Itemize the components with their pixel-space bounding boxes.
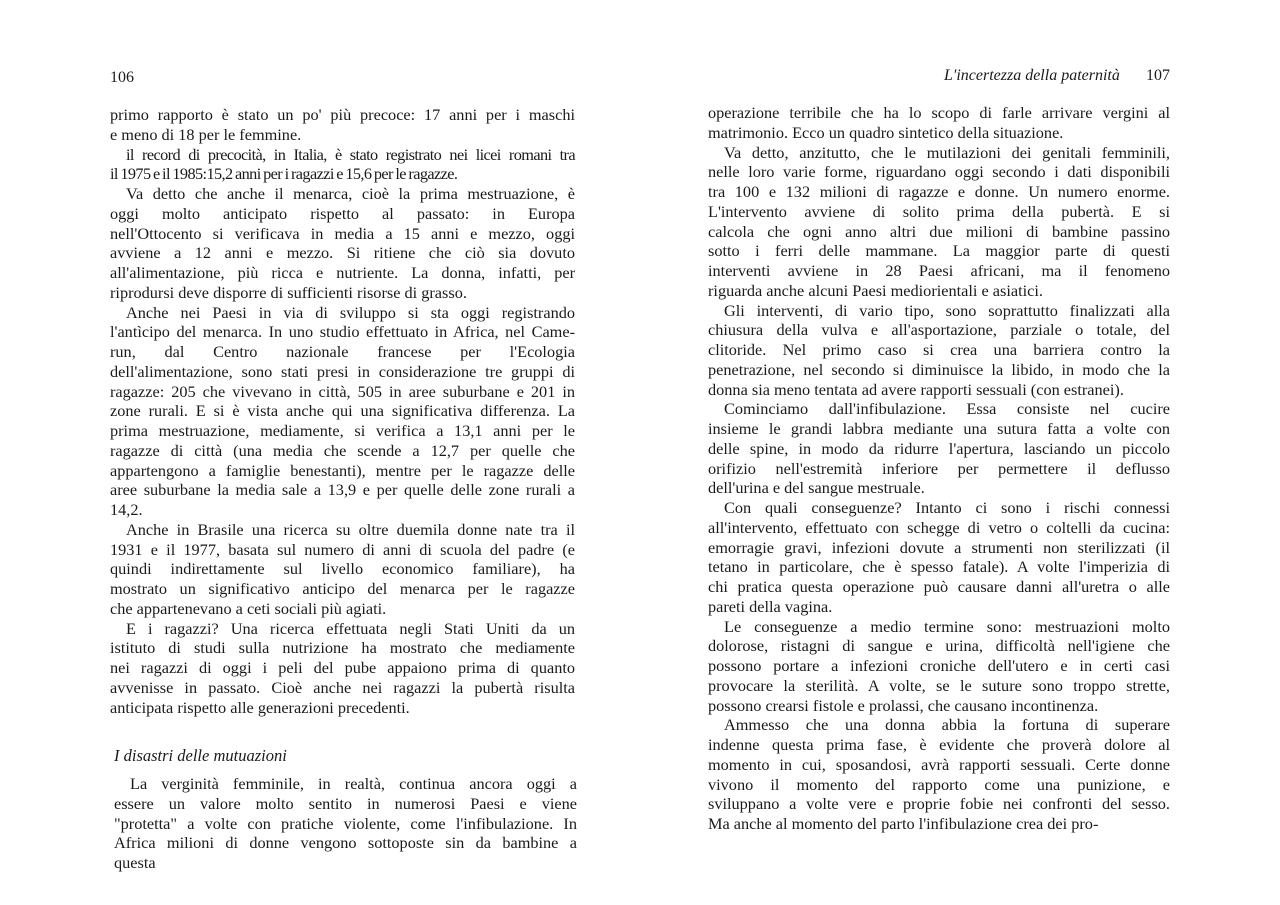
paragraph [708, 301, 1170, 400]
text-line: aree suburbane la media sale a 13,9 e per quelle delle zone rurali a [110, 480, 575, 500]
text-line: 14,2. [110, 500, 143, 519]
paragraph [110, 105, 575, 145]
text-line: ragazze: 205 che vivevano in città, 505 in aree suburbane e 201 in [110, 381, 575, 401]
right-body-text [708, 103, 1170, 834]
text-line: calcola che ogni anno altri due milioni di bambine passino [708, 221, 1170, 241]
text-line: nelle loro varie forme, riguardano oggi secondo i dati disponibili [708, 162, 1170, 182]
text-line: E i ragazzi? Una ricerca effettuata negli Stati Uniti da un [126, 618, 575, 638]
text-line: La verginità femminile, in realtà, continua ancora oggi a [130, 774, 577, 793]
text-line: avvenisse in passato. Cioè anche nei ragazzi la pubertà risulta [110, 677, 575, 697]
text-line: mostrato un significativo anticipo del menarca per le ragazze [110, 579, 575, 598]
text-line: prima mestruazione, mediamente, si verifica a 13,1 anni per le [110, 421, 575, 440]
text-line: sviluppano a volte vere e proprie fobie nei confronti del sesso. [708, 794, 1170, 814]
text-line: che appartenevano a ceti sociali più agiati. [110, 598, 387, 618]
section-heading: I disastri delle mutuazioni [114, 746, 287, 765]
page-number-right: 107 [1146, 67, 1170, 84]
text-line: interventi avviene in 28 Paesi africani, ma il fenomeno [708, 261, 1170, 280]
text-line: L'intervento avviene di solito prima della pubertà. E si [708, 201, 1170, 221]
text-line: "protetta" a volte con pratiche violente, come l'infibulazione. In [114, 813, 577, 833]
text-line: riprodursi deve disporre di sufficienti risorse di grasso. [110, 282, 467, 302]
running-head: L'incertezza della paternità [944, 67, 1120, 84]
text-line: dell'alimentazione, sono stati presi in considerazione tre gruppi di [110, 361, 575, 381]
text-line: all'intervento, effettuato con schegge di vetro o coltelli da cucina: [708, 517, 1170, 537]
text-line: provocare la sterilità. A volte, se le suture sono troppo strette, [708, 675, 1170, 695]
paragraph [110, 145, 575, 185]
paragraph [708, 143, 1170, 301]
text-line: Anche in Brasile una ricerca su oltre duemila donne nate tra il [126, 519, 575, 539]
text-line: Ammesso che una donna abbia la fortuna di superare [724, 715, 1170, 735]
text-line: emorragie gravi, infezioni dovute a strumenti non sterilizzati (il [708, 537, 1170, 557]
text-line: tetano in particolare, che è spesso fatale). A volte l'imperizia di [708, 557, 1170, 577]
paragraph [708, 103, 1170, 143]
text-line: riguarda anche alcuni Paesi mediorientali e asiatici. [708, 280, 1043, 300]
text-line: possono portare a infezioni croniche dell'utero e in certi casi [708, 656, 1170, 675]
text-line: zone rurali. E si è vista anche qui una significativa differenza. La [110, 401, 575, 421]
section-body-text [114, 774, 577, 873]
text-line: chiusura della vulva e all'asportazione, parziale o totale, del [708, 320, 1170, 340]
text-line: run, dal Centro nazionale francese per l'Ecologia [110, 342, 575, 361]
text-line: Le conseguenze a medio termine sono: mestruazioni molto [724, 616, 1170, 636]
text-line: Anche nei Paesi in via di sviluppo si sta oggi registrando [126, 302, 575, 322]
text-line: pareti della vagina. [708, 596, 833, 616]
page-number-left: 106 [110, 69, 134, 86]
text-line: Cominciamo dall'infibulazione. Essa consiste nel cucire [724, 399, 1170, 419]
text-line: nell'Ottocento si verificava in media a 15 anni e mezzo, oggi [110, 223, 575, 243]
text-line: questa [114, 853, 156, 872]
text-line: possono crearsi fistole e prolassi, che causano incontinenza. [708, 695, 1099, 715]
text-line: Gli interventi, di vario tipo, sono soprattutto finalizzati alla [724, 300, 1170, 320]
text-line: momento in cui, sposandosi, avrà rapporti sessuali. Certe donne [708, 754, 1170, 774]
text-line: vivono il momento del rapporto come una punizione, e [708, 774, 1170, 794]
text-line: indenne questa prima fase, è evidente che proverà dolore al [708, 735, 1170, 754]
text-line: dolorose, ristagni di sangue e urina, difficoltà nell'igiene che [708, 636, 1170, 656]
paragraph [114, 774, 577, 873]
text-line: nei ragazzi di oggi i peli del pube appaiono prima di quanto [110, 658, 575, 677]
text-line: insieme le grandi labbra mediante una sutura fatta a volte con [708, 419, 1170, 438]
text-line: donna sia meno tentata ad avere rapporti sessuali (con estranei). [708, 379, 1124, 399]
text-line: appartengono a famiglie benestanti), mentre per le ragazze delle [110, 460, 575, 480]
text-line: matrimonio. Ecco un quadro sintetico della situazione. [708, 122, 1064, 142]
paragraph [708, 498, 1170, 617]
text-line: all'alimentazione, più ricca e nutriente. La donna, infatti, per [110, 263, 575, 282]
text-line: Ma anche al momento del parto l'infibulazione crea dei pro- [708, 814, 1099, 833]
paragraph [110, 303, 575, 520]
paragraph [110, 619, 575, 718]
text-line: ragazze di città (una media che scende a 12,7 per quelle che [110, 440, 575, 460]
paragraph [708, 617, 1170, 716]
paragraph [708, 399, 1170, 498]
text-line: Con quali conseguenze? Intanto ci sono i rischi connessi [724, 498, 1170, 517]
left-body-text [110, 105, 575, 717]
text-line: il record di precocità, in Italia, è stato registrato nei licei romani tra [126, 144, 575, 164]
text-line: l'antìcipo del menarca. In uno studio effettuato in Africa, nel Came- [110, 322, 575, 342]
paragraph [708, 715, 1170, 834]
text-line: orifizio nell'estremità inferiore per permettere il deflusso [708, 458, 1170, 478]
text-line: tra 100 e 132 milioni di ragazze e donne. Un numero enorme. [708, 182, 1170, 201]
text-line: oggi molto anticipato rispetto al passato: in Europa [110, 203, 575, 223]
text-line: il 1975 e il 1985:15,2 anni per i ragazzi e 15,6 per le ragazze. [110, 164, 458, 184]
text-line: Va detto che anche il menarca, cioè la prima mestruazione, è [126, 184, 575, 203]
text-line: Va detto, anzitutto, che le mutilazioni dei genitali femminili, [724, 142, 1170, 162]
text-line: primo rapporto è stato un po' più precoce: 17 anni per i maschi [110, 105, 575, 124]
text-line: dell'urina e del sangue mestruale. [708, 478, 925, 498]
paragraph [110, 184, 575, 303]
text-line: avviene a 12 anni e mezzo. Si ritiene che ciò sia dovuto [110, 243, 575, 263]
text-line: sotto i ferri delle mammane. La maggior parte di questi [708, 241, 1170, 261]
text-line: essere un valore molto sentito in numerosi Paesi e viene [114, 793, 577, 813]
text-line: anticipata rispetto alle generazioni precedenti. [110, 697, 410, 717]
text-line: 1931 e il 1977, basata sul numero di anni di scuola del padre (e [110, 539, 575, 559]
text-line: quindi indirettamente sul livello economico familiare), ha [110, 559, 575, 579]
text-line: chi pratica questa operazione può causare danni all'uretra o alle [708, 577, 1170, 596]
text-line: e meno di 18 per le femmine. [110, 124, 302, 144]
text-line: Africa milioni di donne vengono sottoposte sin da bambine a [114, 833, 577, 853]
text-line: operazione terribile che ha lo scopo di farle arrivare vergini al [708, 103, 1170, 122]
paragraph [110, 520, 575, 619]
text-line: istituto di studi sulla nutrizione ha mostrato che mediamente [110, 638, 575, 658]
text-line: delle spine, in modo da ridurre l'apertura, lasciando un piccolo [708, 438, 1170, 458]
text-line: clitoride. Nel primo caso si crea una barriera contro la [708, 340, 1170, 359]
text-line: penetrazione, nel secondo si diminuisce la libido, in modo che la [708, 359, 1170, 379]
